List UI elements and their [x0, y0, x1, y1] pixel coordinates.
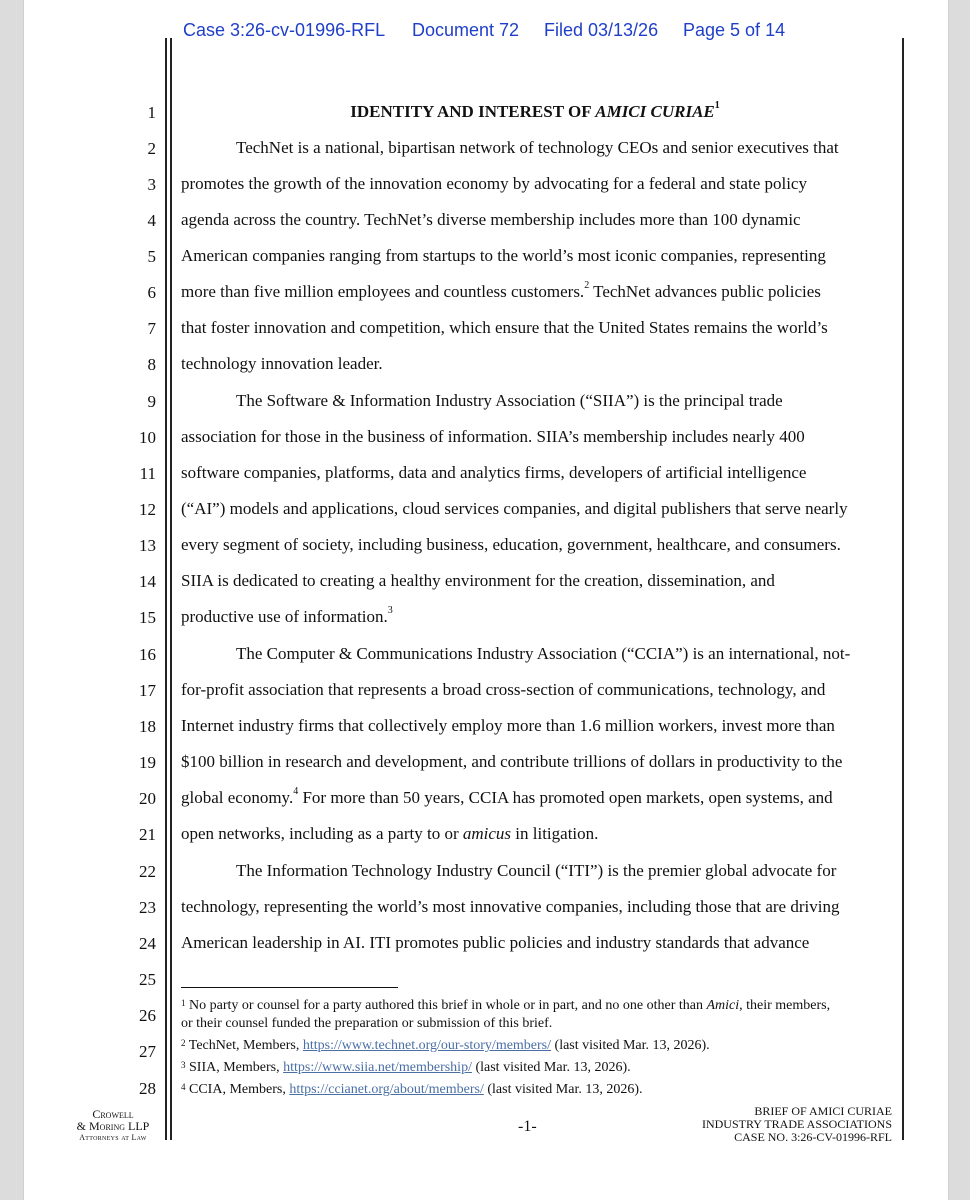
page-number: -1- — [518, 1118, 537, 1135]
text-line: open networks, including as a party to or amicus in litigation. — [181, 824, 599, 843]
siia-membership-link[interactable]: https://www.siia.net/membership/ — [283, 1060, 472, 1075]
left-margin-rule-inner — [170, 38, 172, 1140]
footnote-ref: 3 — [387, 605, 393, 616]
text-line: technology, representing the world’s most innovative companies, including those that are driving — [181, 897, 840, 916]
line-number: 23 — [139, 898, 156, 917]
text-line: for-profit association that represents a broad cross-section of communications, technology, and — [181, 680, 826, 699]
line-number: 16 — [139, 645, 156, 664]
line-number: 2 — [147, 139, 156, 158]
text-line: Internet industry firms that collectively employ more than 1.6 million workers, invest more than — [181, 716, 835, 735]
footnote-3: $^3$ SIIA, Members, https://www.siia.net/membership/ (last visited Mar. 13, 2026). — [181, 1060, 631, 1075]
line-number: 27 — [139, 1042, 156, 1061]
line-number: 11 — [139, 464, 156, 483]
page-count: Page 5 of 14 — [683, 20, 786, 40]
line-number: 25 — [139, 970, 156, 989]
text-line: The Information Technology Industry Council (“ITI”) is the premier global advocate for — [236, 861, 837, 880]
case-number: Case 3:26-cv-01996-RFL — [183, 20, 386, 40]
text-line: $100 billion in research and development, and contribute trillions of dollars in productivity to the — [181, 752, 843, 771]
line-number: 24 — [139, 934, 156, 953]
text-line: technology innovation leader. — [181, 354, 383, 373]
line-number: 14 — [139, 572, 156, 591]
text-line: global economy.$^4$ For more than 50 years, CCIA has promoted open markets, open systems, and — [181, 786, 833, 807]
footnote-separator — [181, 987, 398, 988]
line-number: 28 — [139, 1079, 156, 1098]
footnote-2: $^2$ TechNet, Members, https://www.technet.org/our-story/members/ (last visited Mar. 13, 2026). — [181, 1038, 710, 1053]
footnote-ref: 2 — [584, 280, 590, 291]
ccia-members-link[interactable]: https://ccianet.org/about/members/ — [289, 1082, 484, 1097]
technet-members-link[interactable]: https://www.technet.org/our-story/members/ — [302, 1038, 552, 1053]
text-line: The Computer & Communications Industry Association (“CCIA”) is an international, not- — [236, 644, 851, 663]
law-firm-name: Crowell & Moring LLP Attorneys at Law — [76, 1107, 150, 1142]
ecf-header — [0, 20, 970, 44]
line-number: 26 — [139, 1006, 156, 1025]
filed-date: Filed 03/13/26 — [544, 20, 659, 40]
section-heading: IDENTITY AND INTEREST OF AMICI CURIAE$^1$ — [350, 100, 720, 121]
line-number: 21 — [139, 825, 156, 844]
text-line: American companies ranging from startups to the world’s most iconic companies, representing — [181, 246, 826, 265]
text-line: more than five million employees and countless customers.$^2$ TechNet advances public policies — [181, 280, 821, 301]
line-number: 13 — [139, 536, 156, 555]
footnote-ref: 4 — [293, 786, 299, 797]
line-number: 6 — [147, 283, 156, 302]
text-line: TechNet is a national, bipartisan network of technology CEOs and senior executives that — [236, 138, 839, 157]
line-number: 10 — [139, 428, 156, 447]
text-line: that foster innovation and competition, which ensure that the United States remains the world’s — [181, 318, 828, 337]
text-line: agenda across the country. TechNet’s diverse membership includes more than 100 dynamic — [181, 210, 801, 229]
brief-caption: BRIEF OF AMICI CURIAE INDUSTRY TRADE ASSOCIATIONS CASE NO. 3:26-CV-01996-RFL — [701, 1104, 892, 1144]
line-number: 12 — [139, 500, 156, 519]
footnote-1: $^1$ No party or counsel for a party authored this brief in whole or in part, and no one other than Amici, their members, — [181, 998, 831, 1013]
text-line: software companies, platforms, data and analytics firms, developers of artificial intelligence — [181, 463, 807, 482]
text-line: SIIA is dedicated to creating a healthy environment for the creation, dissemination, and — [181, 571, 775, 590]
document-number: Document 72 — [412, 20, 520, 40]
footnote-1-cont: or their counsel funded the preparation or submission of this brief. — [181, 1016, 553, 1031]
line-number: 19 — [139, 753, 156, 772]
line-number: 4 — [147, 211, 156, 230]
line-number: 1 — [147, 103, 156, 122]
line-number: 5 — [147, 247, 156, 266]
text-line: every segment of society, including business, education, government, healthcare, and consumers. — [181, 535, 841, 554]
left-margin-rule-outer — [165, 38, 167, 1140]
line-number: 8 — [147, 355, 156, 374]
line-number: 9 — [147, 392, 156, 411]
line-number: 20 — [139, 789, 156, 808]
line-number: 17 — [139, 681, 156, 700]
text-line: The Software & Information Industry Association (“SIIA”) is the principal trade — [236, 391, 783, 410]
text-line: productive use of information.$^3$ — [181, 605, 393, 626]
right-margin-rule — [902, 38, 904, 1140]
line-number: 15 — [139, 608, 156, 627]
text-line: promotes the growth of the innovation economy by advocating for a federal and state policy — [181, 174, 807, 193]
line-number: 3 — [147, 175, 156, 194]
text-line: American leadership in AI. ITI promotes public policies and industry standards that advance — [181, 933, 810, 952]
line-number: 22 — [139, 862, 156, 881]
footnote-4: $^4$ CCIA, Members, https://ccianet.org/about/members/ (last visited Mar. 13, 2026). — [181, 1082, 643, 1097]
text-line: association for those in the business of information. SIIA’s membership includes nearly 400 — [181, 427, 805, 446]
line-number: 7 — [147, 319, 156, 338]
text-line: (“AI”) models and applications, cloud services companies, and digital publishers that serve nearly — [181, 499, 848, 518]
line-number: 18 — [139, 717, 156, 736]
